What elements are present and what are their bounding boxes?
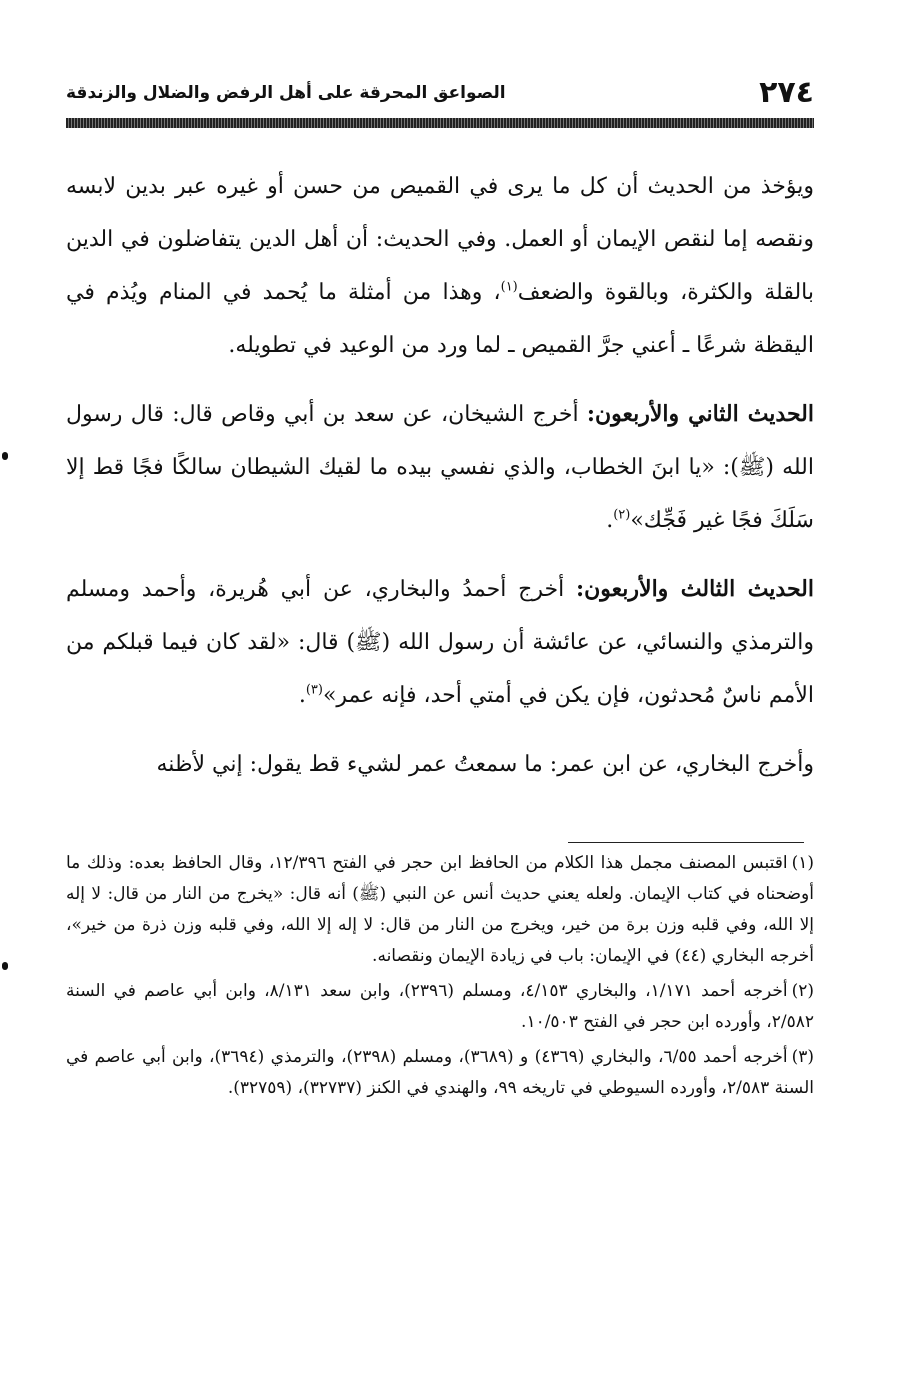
punctuation: . (606, 508, 614, 533)
footnotes (66, 848, 814, 1108)
footnote-ref-2: (٢) (613, 507, 631, 523)
page-header (66, 76, 814, 110)
paragraph-hadith-43 (66, 563, 814, 722)
paragraph-text-tail: ، وهذا من أمثلة ما يُحمد في المنام ويُذم في اليقظة شرعًا ـ أعني جرَّ القميص ـ لما ورد من الوعيد في تطويله. (66, 280, 814, 358)
paragraph-text: ويؤخذ من الحديث أن كل ما يرى في القميص من حسن أو غيره عبر بدين لابسه ونقصه إما لنقص الإيمان أو العمل. وفي الحديث: أن أهل الدين يتفاضلون في الدين بالقلة والكثرة، وبالقوة والضعف (66, 174, 814, 305)
paragraph-hadith-42 (66, 388, 814, 547)
footnote-number: (٣) (791, 1047, 814, 1067)
margin-mark (2, 962, 8, 970)
footnote-ref-3: (٣) (305, 682, 323, 698)
hadith-text: أخرج الشيخان، عن سعد بن أبي وقاص قال: قال رسول الله (ﷺ): «يا ابنَ الخطاب، والذي نفسي بيده ما لقيك الشيطان سالكًا فجًا قط إلا سَلَكَ فجًا غير فَجِّك» (66, 402, 814, 533)
hadith-text: أخرج أحمدُ والبخاري، عن أبي هُريرة، وأحمد ومسلم والترمذي والنسائي، عن عائشة أن رسول الله (ﷺ) قال: «لقد كان فيما قبلكم من الأمم ناسٌ مُحدثون، فإن يكن في أمتي أحد، فإنه عمر» (66, 577, 814, 708)
paragraph-commentary (66, 160, 814, 372)
main-text (66, 160, 814, 807)
paragraph-continuation (66, 738, 814, 791)
header-rule (66, 118, 814, 128)
punctuation: . (298, 683, 306, 708)
page-number: ٢٧٤ (759, 75, 814, 110)
running-title: الصواعق المحرقة على أهل الرفض والضلال والزندقة (66, 83, 506, 103)
footnote-number: (٢) (791, 981, 814, 1001)
footnote-separator (568, 842, 804, 843)
footnote-3 (66, 1042, 814, 1104)
footnote-text: أخرجه أحمد ١/١٧١، والبخاري ٤/١٥٣، ومسلم (٢٣٩٦)، وابن سعد ٨/١٣١، وابن أبي عاصم في السنة ٢/٥٨٢، وأورده ابن حجر في الفتح ١٠/٥٠٣. (66, 981, 814, 1032)
footnote-number: (١) (791, 853, 814, 873)
footnote-text: أخرجه أحمد ٦/٥٥، والبخاري (٤٣٦٩) و (٣٦٨٩)، ومسلم (٢٣٩٨)، والترمذي (٣٦٩٤)، وابن أبي عاصم في السنة ٢/٥٨٣، وأورده السيوطي في تاريخه ٩٩، والهندي في الكنز (٣٢٧٣٧)، (٣٢٧٥٩). (66, 1047, 814, 1098)
hadith-heading: الحديث الثاني والأربعون: (586, 401, 814, 427)
footnote-ref-1: (١) (500, 279, 518, 295)
footnote-text: اقتبس المصنف مجمل هذا الكلام من الحافظ ابن حجر في الفتح ١٢/٣٩٦، وقال الحافظ بعده: وذلك ما أوضحناه في كتاب الإيمان. ولعله يعني حديث أنس عن النبي (ﷺ) أنه قال: «يخرج من النار من قال: لا إله إلا الله، وفي قلبه وزن برة من خير، ويخرج من النار من قال: لا إله إلا الله، وفي قلبه وزن ذرة من خير»، أخرجه البخاري (٤٤) في الإيمان: باب في زيادة الإيمان ونقصانه. (66, 853, 814, 966)
footnote-2 (66, 976, 814, 1038)
hadith-heading: الحديث الثالث والأربعون: (576, 576, 814, 602)
margin-mark (2, 452, 8, 460)
footnote-1 (66, 848, 814, 972)
paragraph-text: وأخرج البخاري، عن ابن عمر: ما سمعتُ عمر لشيء قط يقول: إني لأظنه (156, 752, 814, 777)
